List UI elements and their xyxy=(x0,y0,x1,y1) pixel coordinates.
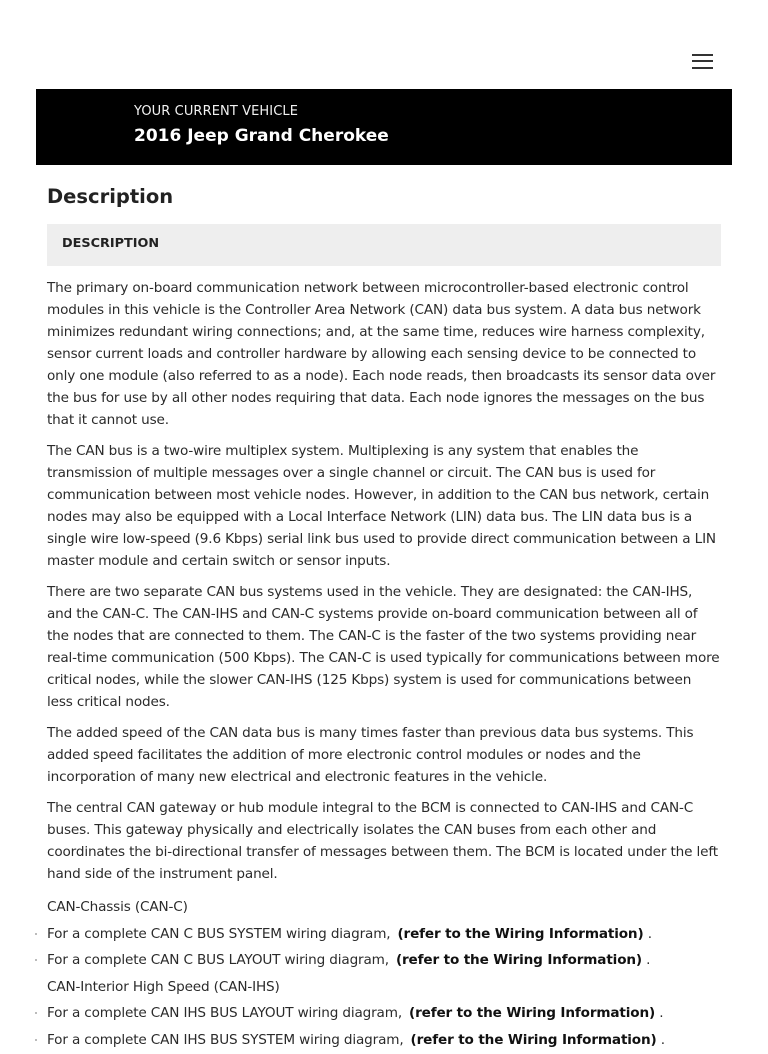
paragraph: The added speed of the CAN data bus is many times faster than previous data bus systems. This added speed facilitates the addition of more electronic control modules or nodes and the incorporation of many new electrical and electronic features in the vehicle. xyxy=(47,725,694,785)
article-content xyxy=(47,182,721,1054)
list-item-text: For a complete CAN C BUS LAYOUT wiring diagram, xyxy=(47,952,389,969)
paragraph: The CAN bus is a two-wire multiplex system. Multiplexing is any system that enables the transmission of multiple messages over a single channel or circuit. The CAN bus is used for communication between most vehicle nodes. However, in addition to the CAN bus network, certain nodes may also be equipped with a Local Interface Network (LIN) data bus. The LIN data bus is a single wire low-speed (9.6 Kbps) serial link bus used to provide direct communication between a LIN master module and certain switch or sensor inputs. xyxy=(47,443,716,569)
wiring-info-link[interactable]: (refer to the Wiring Information) xyxy=(397,925,644,942)
wiring-info-link[interactable]: (refer to the Wiring Information) xyxy=(410,1031,657,1048)
page-title: Description xyxy=(47,185,174,208)
paragraph: The central CAN gateway or hub module integral to the BCM is connected to CAN-IHS and CAN-C buses. This gateway physically and electrically isolates the CAN buses from each other and coordinates the bi-directional transfer of messages between them. The BCM is located under the left hand side of the instrument panel. xyxy=(47,800,718,882)
list-heading-can-c: CAN-Chassis (CAN-C) xyxy=(47,899,188,915)
list-item-suffix: . xyxy=(660,1031,665,1048)
list-item-suffix: . xyxy=(659,1005,664,1022)
list-item-suffix: . xyxy=(646,952,651,969)
list-item-text: For a complete CAN IHS BUS LAYOUT wiring diagram, xyxy=(47,1005,403,1022)
list-item-text: For a complete CAN C BUS SYSTEM wiring diagram, xyxy=(47,925,391,942)
list-item xyxy=(47,1000,721,1027)
paragraph: There are two separate CAN bus systems used in the vehicle. They are designated: the CAN-IHS, and the CAN-C. The CAN-IHS and CAN-C systems provide on-board communication between all of the nodes that are connected to them. The CAN-C is the faster of the two systems providing near real-time communication (500 Kbps). The CAN-C is used typically for communications between more critical nodes, while the slower CAN-IHS (125 Kbps) system is used for communications between less critical nodes. xyxy=(47,584,720,710)
list-heading-can-ihs: CAN-Interior High Speed (CAN-IHS) xyxy=(47,978,280,995)
list-item-suffix: . xyxy=(647,925,652,942)
list-item xyxy=(47,921,721,948)
list-item xyxy=(47,1027,721,1054)
wiring-diagram-list xyxy=(47,894,721,1054)
list-item xyxy=(47,947,721,974)
section-header: DESCRIPTION xyxy=(47,224,721,266)
wiring-info-link[interactable]: (refer to the Wiring Information) xyxy=(409,1005,656,1022)
wiring-info-link[interactable]: (refer to the Wiring Information) xyxy=(395,952,642,969)
paragraph: The primary on-board communication network between microcontroller-based electronic control modules in this vehicle is the Controller Area Network (CAN) data bus system. A data bus network minimizes redundant wiring connections; and, at the same time, reduces wire harness complexity, sensor current loads and controller hardware by allowing each sensing device to be connected to only one module (also referred to as a node). Each node reads, then broadcasts its sensor data over the bus for use by all other nodes requiring that data. Each node ignores the messages on the bus that it cannot use. xyxy=(47,280,716,428)
list-item-text: For a complete CAN IHS BUS SYSTEM wiring diagram, xyxy=(47,1031,404,1048)
current-vehicle-name: 2016 Jeep Grand Cherokee xyxy=(134,126,389,146)
hamburger-menu-icon[interactable] xyxy=(692,53,714,71)
current-vehicle-banner xyxy=(36,89,732,165)
top-bar xyxy=(0,0,768,89)
current-vehicle-label: YOUR CURRENT VEHICLE xyxy=(134,104,299,119)
